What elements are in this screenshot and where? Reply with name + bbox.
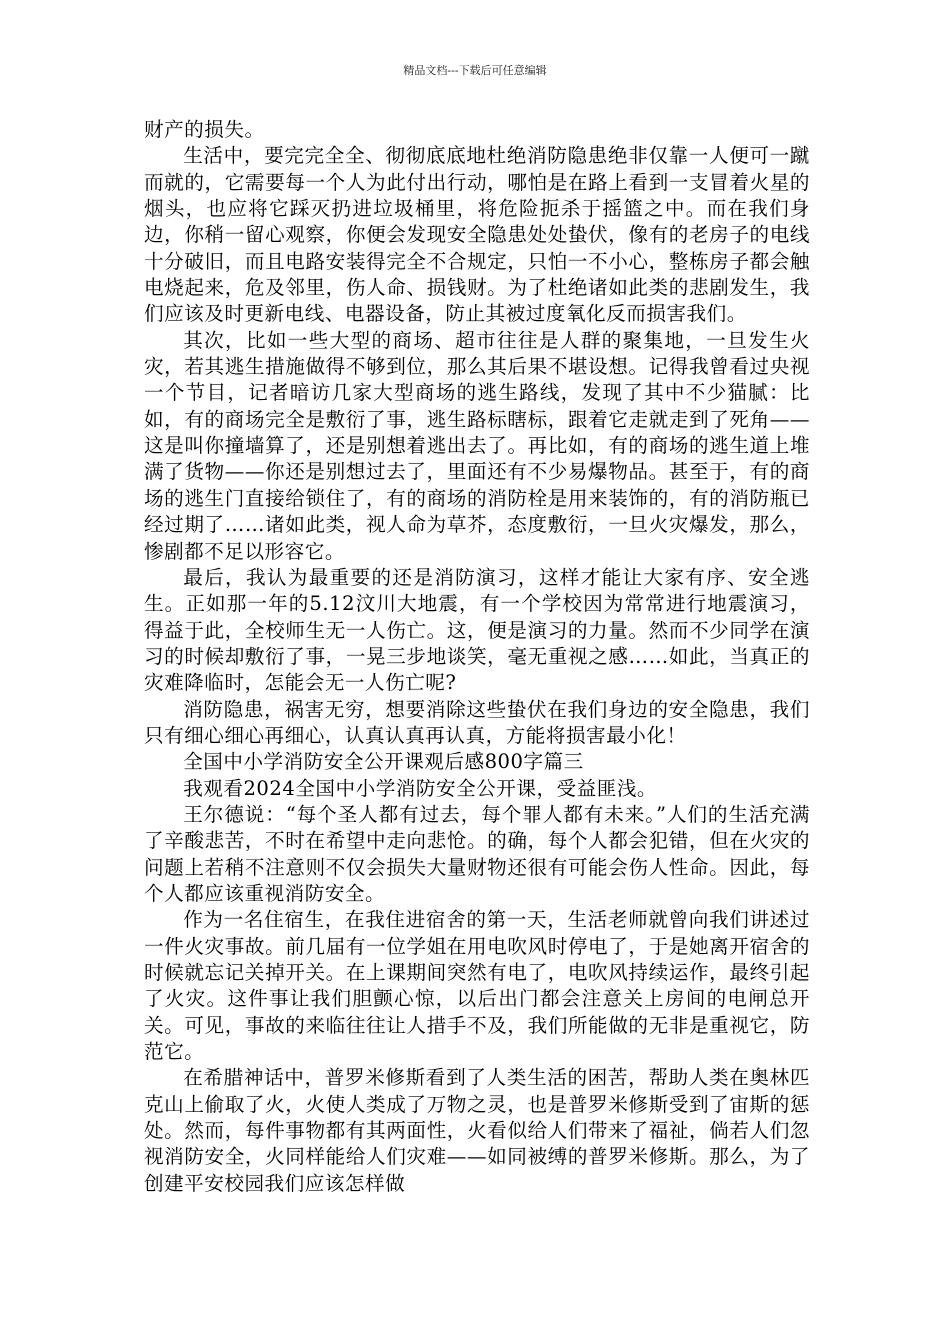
paragraph-4: 最后，我认为最重要的还是消防演习，这样才能让大家有序、安全逃生。正如那一年的5.12汶川大地震，有一个学校因为常常进行地震演习，得益于此，全校师生无一人伤亡。这，便是演习的力量。然而不少同学在演习的时候却敷衍了事，一晃三步地谈笑，毫无重视之感……如此，当真正的灾难降临时，怎能会无一人伤亡呢? <box>144 565 810 695</box>
paragraph-10: 在希腊神话中，普罗米修斯看到了人类生活的困苦，帮助人类在奥林匹克山上偷取了火，火使人类成了万物之灵，也是普罗米修斯受到了宙斯的惩处。然而，每件事物都有其两面性，火看似给人们带来了福祉，倘若人们忽视消防安全，火同样能给人们灾难——如同被缚的普罗米修斯。那么，为了创建平安校园我们应该怎样做 <box>144 1066 810 1195</box>
paragraph-3: 其次，比如一些大型的商场、超市往往是人群的聚集地，一旦发生火灾，若其逃生措施做得不够到位，那么其后果不堪设想。记得我曾看过央视一个节目，记者暗访几家大型商场的逃生路线，发现了其中不少猫腻：比如，有的商场完全是敷衍了事，逃生路标瞎标，跟着它走就走到了死角——这是叫你撞墙算了，还是别想着逃出去了。再比如，有的商场的逃生道上堆满了货物——你还是别想过去了，里面还有不少易爆物品。甚至于，有的商场的逃生门直接给锁住了，有的商场的消防栓是用来装饰的，有的消防瓶已经过期了……诸如此类，视人命为草芥，态度敷衍，一旦火灾爆发，那么，惨剧都不足以形容它。 <box>144 328 810 563</box>
paragraph-9: 作为一名住宿生，在我住进宿舍的第一天，生活老师就曾向我们讲述过一件火灾事故。前几届有一位学姐在用电吹风时停电了，于是她离开宿舍的时候就忘记关掉开关。在上课期间突然有电了，电吹风持续运作，最终引起了火灾。这件事让我们胆颤心惊，以后出门都会注意关上房间的电闸总开关。可见，事故的来临往往让人措手不及，我们所能做的无非是重视它，防范它。 <box>144 908 810 1064</box>
page-header: 精品文档---下载后可任意编辑 <box>403 64 547 77</box>
paragraph-2: 生活中，要完完全全、彻彻底底地杜绝消防隐患绝非仅靠一人便可一蹴而就的，它需要每一个人为此付出行动，哪怕是在路上看到一支冒着火星的烟头，也应将它踩灭扔进垃圾桶里，将危险扼杀于摇篮之中。而在我们身边，你稍一留心观察，你便会发现安全隐患处处蛰伏，像有的老房子的电线十分破旧，而且电路安装得完全不合规定，只怕一不小心，整栋房子都会触电烧起来，危及邻里，伤人命、损钱财。为了杜绝诸如此类的悲剧发生，我们应该及时更新电线、电器设备，防止其被过度氧化反而损害我们。 <box>144 144 810 326</box>
paragraph-7: 我观看2024全国中小学消防安全公开课，受益匪浅。 <box>183 776 658 800</box>
document-body <box>144 117 810 1197</box>
section-heading: 全国中小学消防安全公开课观后感800字篇三 <box>183 750 584 774</box>
paragraph-1: 财产的损失。 <box>144 118 265 141</box>
paragraph-5: 消防隐患，祸害无穷，想要消除这些蛰伏在我们身边的安全隐患，我们只有细心细心再细心，认真认真再认真，方能将损害最小化！ <box>144 697 810 747</box>
paragraph-8: 王尔德说：“每个圣人都有过去，每个罪人都有未来。”人们的生活充满了辛酸悲苦，不时在希望中走向悲怆。的确，每个人都会犯错，但在火灾的问题上若稍不注意则不仅会损失大量财物还很有可能会伤人性命。因此，每个人都应该重视消防安全。 <box>144 802 810 905</box>
